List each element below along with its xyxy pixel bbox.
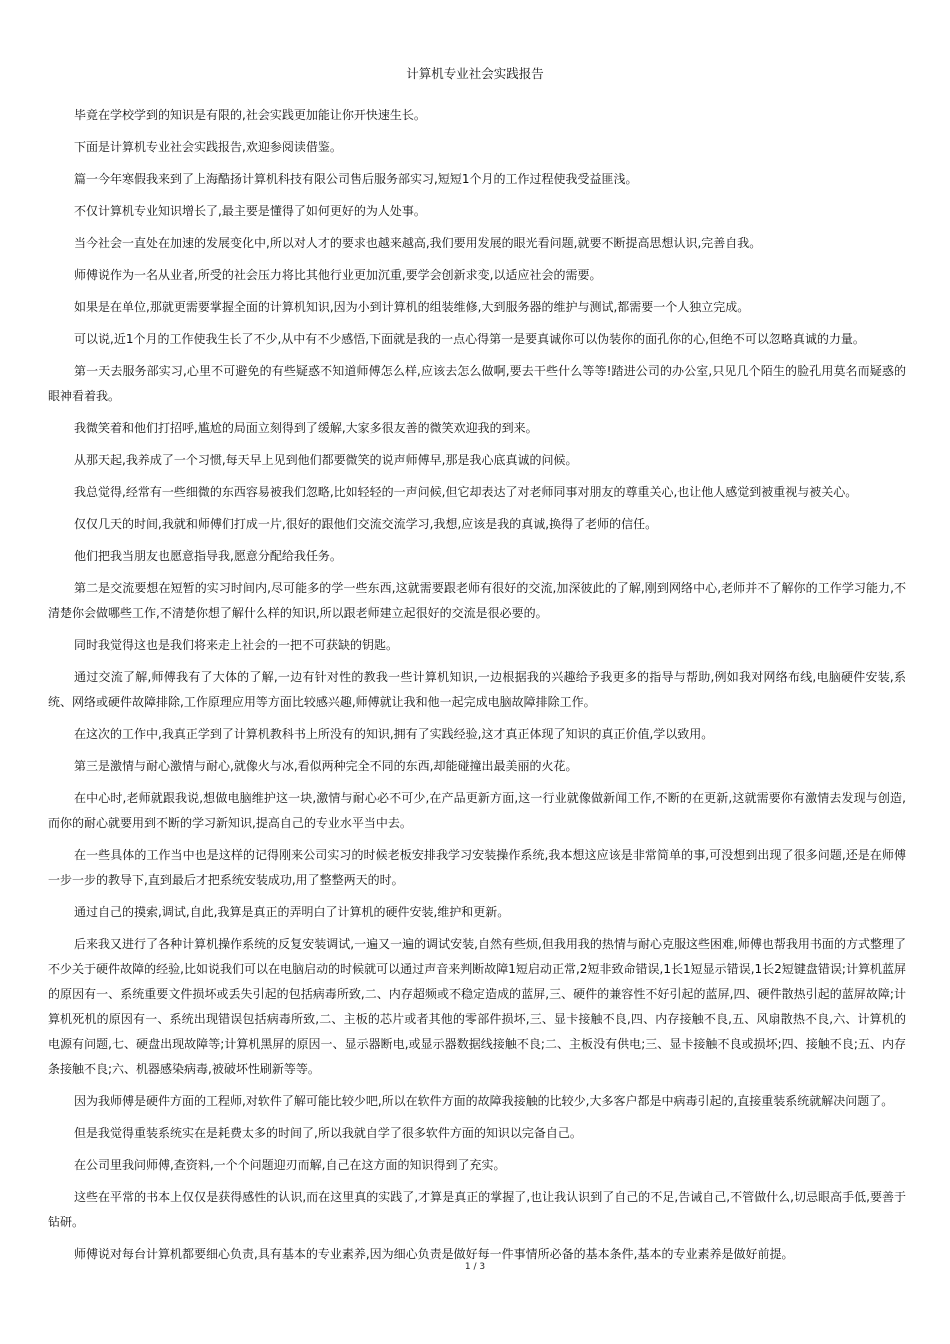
paragraph: 下面是计算机专业社会实践报告,欢迎参阅读借鉴。 bbox=[74, 140, 342, 154]
paragraph: 不仅计算机专业知识增长了,最主要是懂得了如何更好的为人处事。 bbox=[74, 204, 426, 218]
document-body bbox=[48, 103, 906, 1274]
paragraph: 仅仅几天的时间,我就和师傅们打成一片,很好的跟他们交流交流学习,我想,应该是我的真诚,换得了老师的信任。 bbox=[74, 517, 658, 531]
paragraph: 同时我觉得这也是我们将来走上社会的一把不可获缺的钥匙。 bbox=[74, 638, 399, 652]
paragraph: 当今社会一直处在加速的发展变化中,所以对人才的要求也越来越高,我们要用发展的眼光看问题,就要不断提高思想认识,完善自我。 bbox=[74, 236, 762, 250]
paragraph: 第二是交流要想在短暂的实习时间内,尽可能多的学一些东西,这就需要跟老师有很好的交流,加深彼此的了解,刚到网络中心,老师并不了解你的工作学习能力,不清楚你会做哪些工作,不清楚你想了解什么样的知识,所以跟老师建立起很好的交流是很必要的。 bbox=[48, 581, 906, 620]
paragraph: 这些在平常的书本上仅仅是获得感性的认识,而在这里真的实践了,才算是真正的掌握了,也让我认识到了自己的不足,告诫自己,不管做什么,切忌眼高手低,要善于钻研。 bbox=[48, 1190, 906, 1229]
paragraph: 通过交流了解,师傅我有了大体的了解,一边有针对性的教我一些计算机知识,一边根据我的兴趣给予我更多的指导与帮助,例如我对网络布线,电脑硬件安装,系统、网络或硬件故障排除,工作原理应用等方面比较感兴趣,师傅就让我和他一起完成电脑故障排除工作。 bbox=[48, 670, 906, 709]
paragraph: 师傅说对每台计算机都要细心负责,具有基本的专业素养,因为细心负责是做好每一件事情所必备的基本条件,基本的专业素养是做好前提。 bbox=[74, 1247, 794, 1261]
paragraph: 通过自己的摸索,调试,自此,我算是真正的弄明白了计算机的硬件安装,维护和更新。 bbox=[74, 905, 510, 919]
paragraph: 但是我觉得重装系统实在是耗费太多的时间了,所以我就自学了很多软件方面的知识以完备自己。 bbox=[74, 1126, 582, 1140]
paragraph: 在一些具体的工作当中也是这样的记得刚来公司实习的时候老板安排我学习安装操作系统,我本想这应该是非常简单的事,可没想到出现了很多问题,还是在师傅一步一步的教导下,直到最后才把系统安装成功,用了整整两天的时。 bbox=[48, 848, 906, 887]
paragraph: 如果是在单位,那就更需要掌握全面的计算机知识,因为小到计算机的组装维修,大到服务器的维护与测试,都需要一个人独立完成。 bbox=[74, 300, 750, 314]
paragraph: 篇一今年寒假我来到了上海酷扬计算机科技有限公司售后服务部实习,短短1个月的工作过程使我受益匪浅。 bbox=[74, 172, 638, 186]
page-number: 1 / 3 bbox=[464, 1262, 486, 1272]
document-title: 计算机专业社会实践报告 bbox=[406, 66, 544, 81]
paragraph: 后来我又进行了各种计算机操作系统的反复安装调试,一遍又一遍的调试安装,自然有些烦,但我用我的热情与耐心克服这些困难,师傅也帮我用书面的方式整理了不少关于硬件故障的经验,比如说我们可以在电脑启动的时候就可以通过声音来判断故障1短启动正常,2短非致命错误,1长1短显示错误,1长2短键盘错误;计算机蓝屏的原因有一、系统重要文件损坏或丢失引起的包括病毒所致,二、内存超频或不稳定造成的蓝屏,三、硬件的兼容性不好引起的蓝屏,四、硬件散热引起的蓝屏故障;计算机死机的原因有一、系统出现错误包括病毒所致,二、主板的芯片或者其他的零部件损坏,三、显卡接触不良,四、内存接触不良,五、风扇散热不良,六、计算机的电源有问题,七、硬盘出现故障等;计算机黑屏的原因一、显示器断电,或显示器数据线接触不良;二、主板没有供电;三、显卡接触不良或损坏;四、接触不良;五、内存条接触不良;六、机器感染病毒,被破坏性刷新等等。 bbox=[48, 937, 906, 1076]
paragraph: 第一天去服务部实习,心里不可避免的有些疑惑不知道师傅怎么样,应该去怎么做啊,要去干些什么等等!踏进公司的办公室,只见几个陌生的脸孔用莫名而疑惑的眼神看着我。 bbox=[48, 364, 906, 403]
paragraph: 在这次的工作中,我真正学到了计算机教科书上所没有的知识,拥有了实践经验,这才真正体现了知识的真正价值,学以致用。 bbox=[74, 727, 714, 741]
paragraph: 从那天起,我养成了一个习惯,每天早上见到他们都要微笑的说声师傅早,那是我心底真诚的问候。 bbox=[74, 453, 578, 467]
paragraph: 在公司里我问师傅,查资料,一个个问题迎刃而解,自己在这方面的知识得到了充实。 bbox=[74, 1158, 506, 1172]
paragraph: 他们把我当朋友也愿意指导我,愿意分配给我任务。 bbox=[74, 549, 342, 563]
paragraph: 可以说,近1个月的工作使我生长了不少,从中有不少感悟,下面就是我的一点心得第一是要真诚你可以伪装你的面孔你的心,但绝不可以忽略真诚的力量。 bbox=[74, 332, 865, 346]
paragraph: 我微笑着和他们打招呼,尴尬的局面立刻得到了缓解,大家多很友善的微笑欢迎我的到来。 bbox=[74, 421, 538, 435]
paragraph: 第三是激情与耐心激情与耐心,就像火与冰,看似两种完全不同的东西,却能碰撞出最美丽的火花。 bbox=[74, 759, 578, 773]
paragraph: 在中心时,老师就跟我说,想做电脑维护这一块,激情与耐心必不可少,在产品更新方面,这一行业就像做新闻工作,不断的在更新,这就需要你有激情去发现与创造,而你的耐心就要用到不断的学习新知识,提高自己的专业水平当中去。 bbox=[48, 791, 906, 830]
paragraph: 我总觉得,经常有一些细微的东西容易被我们忽略,比如轻轻的一声问候,但它却表达了对老师同事对朋友的尊重关心,也让他人感觉到被重视与被关心。 bbox=[74, 485, 858, 499]
paragraph: 毕竟在学校学到的知识是有限的,社会实践更加能让你开快速生长。 bbox=[74, 108, 426, 122]
paragraph: 师傅说作为一名从业者,所受的社会压力将比其他行业更加沉重,要学会创新求变,以适应社会的需要。 bbox=[74, 268, 602, 282]
paragraph: 因为我师傅是硬件方面的工程师,对软件了解可能比较少吧,所以在软件方面的故障我接触的比较少,大多客户都是中病毒引起的,直接重装系统就解决问题了。 bbox=[74, 1094, 894, 1108]
